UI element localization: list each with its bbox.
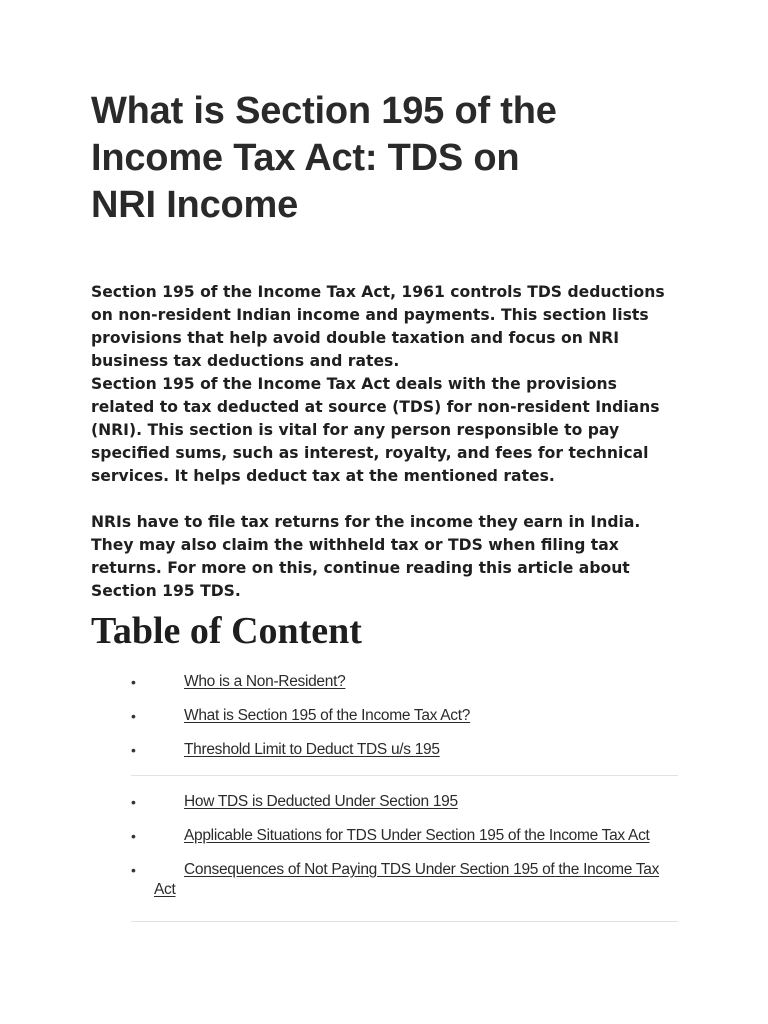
toc-item [131, 740, 679, 760]
toc-list [131, 672, 679, 760]
toc-item [131, 706, 679, 726]
title-line: Income Tax Act: TDS on [91, 137, 520, 179]
toc-divider [131, 921, 678, 922]
toc-link-threshold-limit[interactable]: Threshold Limit to Deduct TDS u/s 195 [184, 741, 440, 758]
title-line: NRI Income [91, 184, 299, 226]
toc-item [131, 860, 679, 900]
toc-link-how-tds-deducted[interactable]: How TDS is Deducted Under Section 195 [184, 793, 458, 810]
article-intro [91, 281, 681, 603]
toc-link-non-resident[interactable]: Who is a Non-Resident? [184, 673, 346, 690]
toc-link-applicable-situations[interactable]: Applicable Situations for TDS Under Section 195 of the Income Tax Act [184, 827, 650, 844]
toc-link-section-195[interactable]: What is Section 195 of the Income Tax Act? [184, 707, 471, 724]
bullet-icon: • [131, 862, 136, 878]
bullet-icon: • [131, 708, 136, 724]
article-title [91, 88, 676, 229]
toc-heading: Table of Content [91, 610, 362, 652]
intro-paragraph: Section 195 of the Income Tax Act, 1961 controls TDS deductions on non-resident Indian income and payments. This section lists provisions that help avoid double taxation and focus on NRI business tax deductions and rates. [91, 283, 665, 370]
intro-paragraph: Section 195 of the Income Tax Act deals with the provisions related to tax deducted at source (TDS) for non-resident Indians (NRI). This section is vital for any person responsible to pay specified sums, such as interest, royalty, and fees for technical services. It helps deduct tax at the mentioned rates. [91, 375, 660, 485]
title-line: What is Section 195 of the [91, 90, 557, 132]
bullet-icon: • [131, 794, 136, 810]
toc-link-consequences[interactable]: Consequences of Not Paying TDS Under Section 195 of the Income Tax Act [154, 861, 660, 898]
bullet-icon: • [131, 742, 136, 758]
bullet-icon: • [131, 828, 136, 844]
toc-item [131, 672, 679, 692]
toc-item [131, 826, 679, 846]
toc-list [131, 792, 679, 900]
toc-item [131, 792, 679, 812]
toc-divider [131, 775, 678, 776]
bullet-icon: • [131, 674, 136, 690]
intro-paragraph: NRIs have to file tax returns for the income they earn in India. They may also claim the withheld tax or TDS when filing tax returns. For more on this, continue reading this article about Section 195 TDS. [91, 513, 641, 600]
